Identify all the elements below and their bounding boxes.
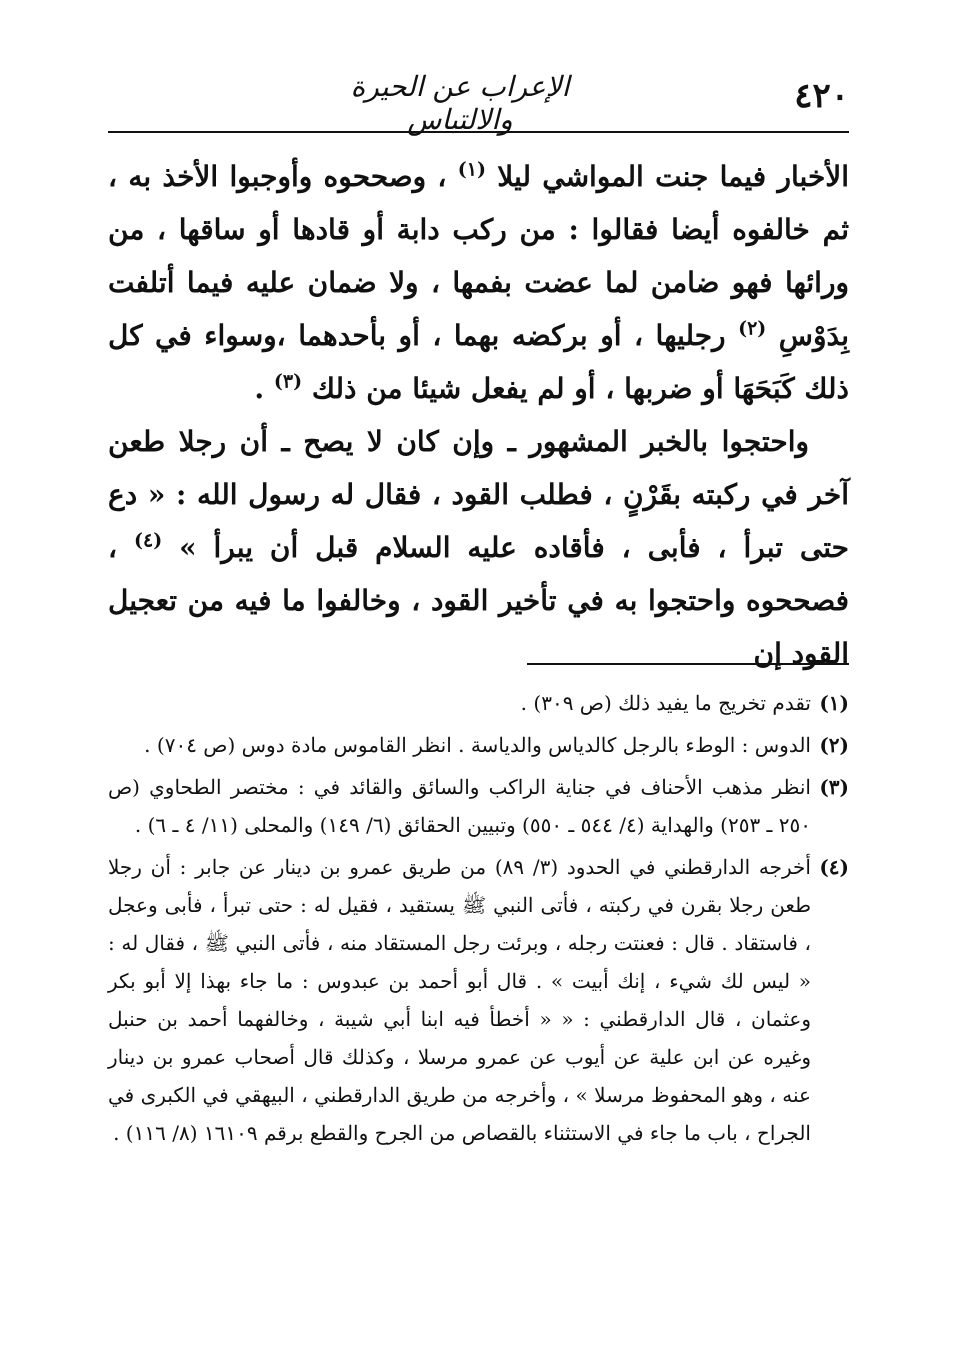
page-header — [0, 0, 959, 140]
text-span: واحتجوا بالخبر المشهور ـ وإن كان لا يصح ـ أن رجلا طعن آخر في ركبته بقَرْنٍ ، فطلب القود ، فقال له رسول الله : « دع حتى تبرأ ، فأبى ، فأقاده عليه السلام قبل أن يبرأ » — [108, 425, 849, 564]
text-span: رجليها ، أو بركضه بهما ، أو بأحدهما ،وسواء في كل ذلك كَبَحَهَا أو ضربها ، أو لم يفعل شيئا من ذلك — [108, 319, 849, 405]
paragraph — [108, 150, 849, 415]
footnote-text: انظر مذهب الأحناف في جناية الراكب والسائق والقائد في : مختصر الطحاوي (ص ٢٥٠ ـ ٢٥٣) والهداية (٤/ ٥٤٤ ـ ٥٥٠) وتبيين الحقائق (٦/ ١٤٩) والمحلى (١١/ ٤ ـ ٦) . — [108, 775, 811, 837]
text-span: الأخبار فيما جنت المواشي ليلا — [497, 160, 850, 193]
footnote-number: (٤) — [819, 855, 849, 879]
footnote-text: الدوس : الوطء بالرجل كالدياس والدياسة . انظر القاموس مادة دوس (ص ٧٠٤) . — [144, 733, 811, 757]
footnote-number: (٢) — [819, 733, 849, 757]
footnote-ref[interactable]: (٤) — [133, 529, 163, 552]
footnote-item — [108, 848, 849, 1152]
footnote-text: تقدم تخريج ما يفيد ذلك (ص ٣٠٩) . — [520, 691, 811, 715]
footnote-number: (١) — [819, 691, 849, 715]
main-text — [108, 150, 849, 680]
footnote-item — [108, 768, 849, 844]
paragraph — [108, 415, 849, 680]
text-span: . — [254, 372, 265, 405]
footnotes — [108, 684, 849, 1156]
footnote-ref[interactable]: (٢) — [738, 317, 767, 340]
footnote-item — [108, 684, 849, 722]
footnote-divider — [527, 663, 849, 665]
footnote-item — [108, 726, 849, 764]
footnote-text: أخرجه الدارقطني في الحدود (٣/ ٨٩) من طريق عمرو بن دينار عن جابر : أن رجلا طعن رجلا بقرن في ركبته ، فأتى النبي ﷺ يستقيد ، فقيل له : حتى تبرأ ، فأبى وعجل ، فاستقاد . قال : فعنتت رجله ، وبرئت رجل المستقاد منه ، فأتى النبي ﷺ ، فقال له : « ليس لك شيء ، إنك أبيت » . قال أبو أحمد بن عبدوس : ما جاء بهذا إلا أبو بكر وعثمان ، قال الدارقطني : « « أخطأ فيه ابنا أبي شيبة ، وخالفهما أحمد بن حنبل وغيره عن ابن علية عن أيوب عن عمرو مرسلا ، وكذلك قال أصحاب عمرو بن دينار عنه ، وهو المحفوظ مرسلا » ، وأخرجه من طريق الدارقطني ، البيهقي في الكبرى في الجراح ، باب ما جاء في الاستثناء بالقصاص من الجرح والقطع برقم ١٦١٠٩ (٨/ ١١٦) . — [108, 855, 811, 1145]
footnote-ref[interactable]: (٣) — [273, 370, 303, 393]
footnote-ref[interactable]: (١) — [457, 158, 486, 181]
text-span: ، وصححوه وأوجبوا الأخذ به ، ثم خالفوه أيضا فقالوا : من ركب دابة أو قادها أو ساقها ، من ورائها فهو ضامن لما عضت بفمها ، ولا ضمان عليه فيما أتلفت بِدَوْسِ — [108, 160, 849, 352]
running-title: الإعراب عن الحيرة والالتباس — [350, 70, 570, 136]
text-span: ، فصححوه واحتجوا به في تأخير القود ، وخالفوا ما فيه من تعجيل القود إن — [108, 531, 849, 670]
footnote-number: (٣) — [819, 775, 849, 799]
header-divider — [108, 131, 849, 133]
page-number: ٤٢٠ — [794, 76, 849, 116]
